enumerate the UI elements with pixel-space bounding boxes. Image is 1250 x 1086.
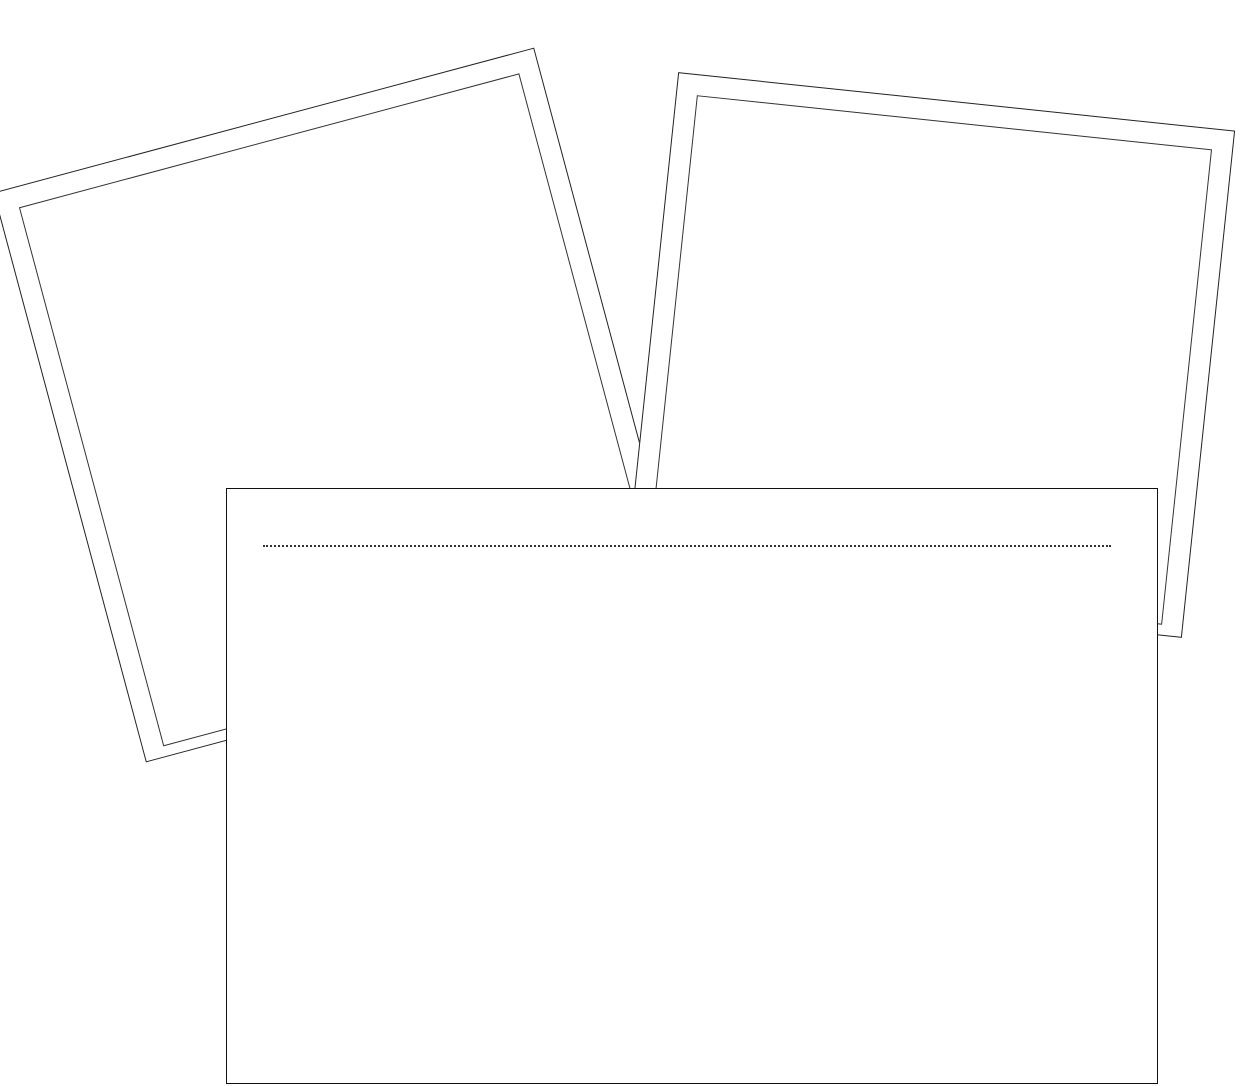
table-header-row — [263, 513, 1117, 543]
adaptation-table-sheet — [226, 488, 1158, 1084]
header-divider — [263, 545, 1111, 547]
